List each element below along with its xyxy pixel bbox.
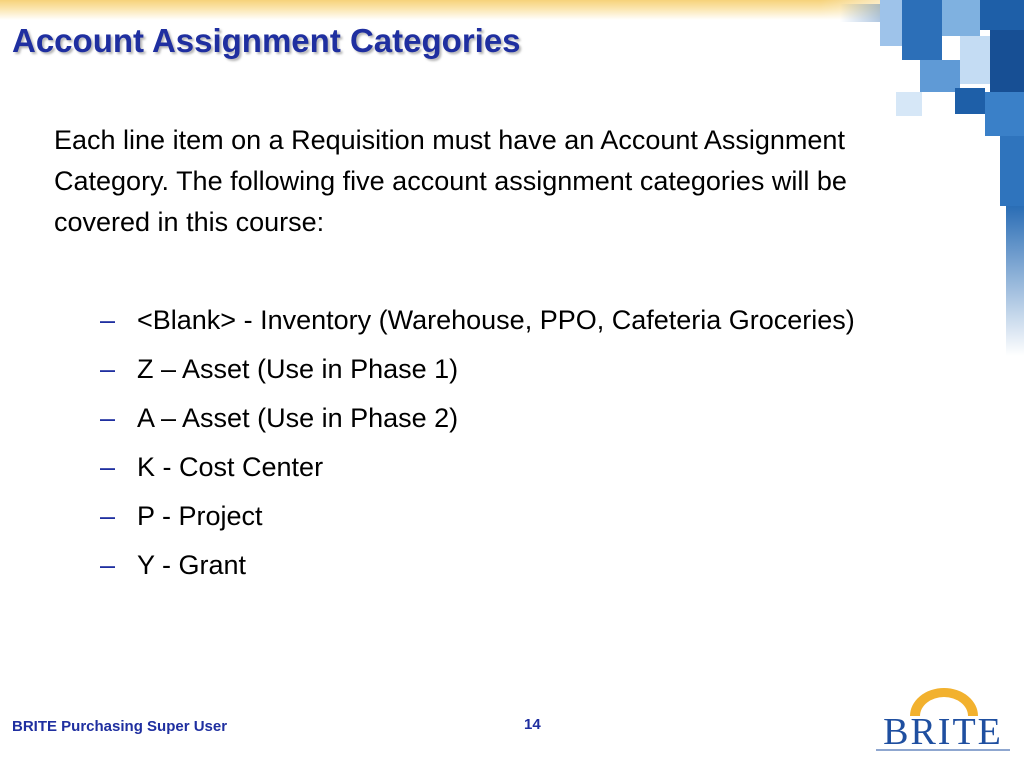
slide-title: Account Assignment Categories (12, 22, 521, 59)
list-item (100, 300, 900, 340)
logo-wordmark: BRITE (883, 711, 1003, 753)
list-item-text: <Blank> - Inventory (Warehouse, PPO, Cafeteria Groceries) (137, 305, 855, 335)
bullet-dash: – (100, 501, 116, 531)
intro-paragraph: Each line item on a Requisition must have an Account Assignment Category. The following five account assignment categories will be covered in this course: (54, 125, 847, 237)
list-item (100, 447, 900, 487)
deco-tile (1006, 206, 1024, 356)
footer-course-name: BRITE Purchasing Super User (12, 718, 228, 735)
list-item (100, 545, 900, 585)
list-item (100, 398, 900, 438)
deco-tile (985, 92, 1024, 136)
bullet-dash: – (100, 403, 116, 433)
category-list (100, 300, 900, 594)
deco-tile (1000, 136, 1024, 206)
deco-tile (960, 36, 990, 84)
deco-tile (990, 30, 1024, 92)
list-item (100, 496, 900, 536)
bullet-dash: – (100, 305, 116, 335)
deco-tile (955, 88, 985, 114)
list-item-text: A – Asset (Use in Phase 2) (137, 403, 459, 433)
list-item-text: Y - Grant (137, 550, 247, 580)
brite-logo (868, 682, 1018, 766)
bullet-dash: – (100, 452, 116, 482)
list-item-text: P - Project (137, 501, 263, 531)
bullet-dash: – (100, 354, 116, 384)
list-item-text: K - Cost Center (137, 452, 324, 482)
list-item (100, 349, 900, 389)
page-number: 14 (524, 716, 541, 733)
list-item-text: Z – Asset (Use in Phase 1) (137, 354, 459, 384)
deco-tile (896, 92, 922, 116)
top-bar-fade (820, 0, 1024, 28)
deco-tile (920, 60, 960, 92)
bullet-dash: – (100, 550, 116, 580)
